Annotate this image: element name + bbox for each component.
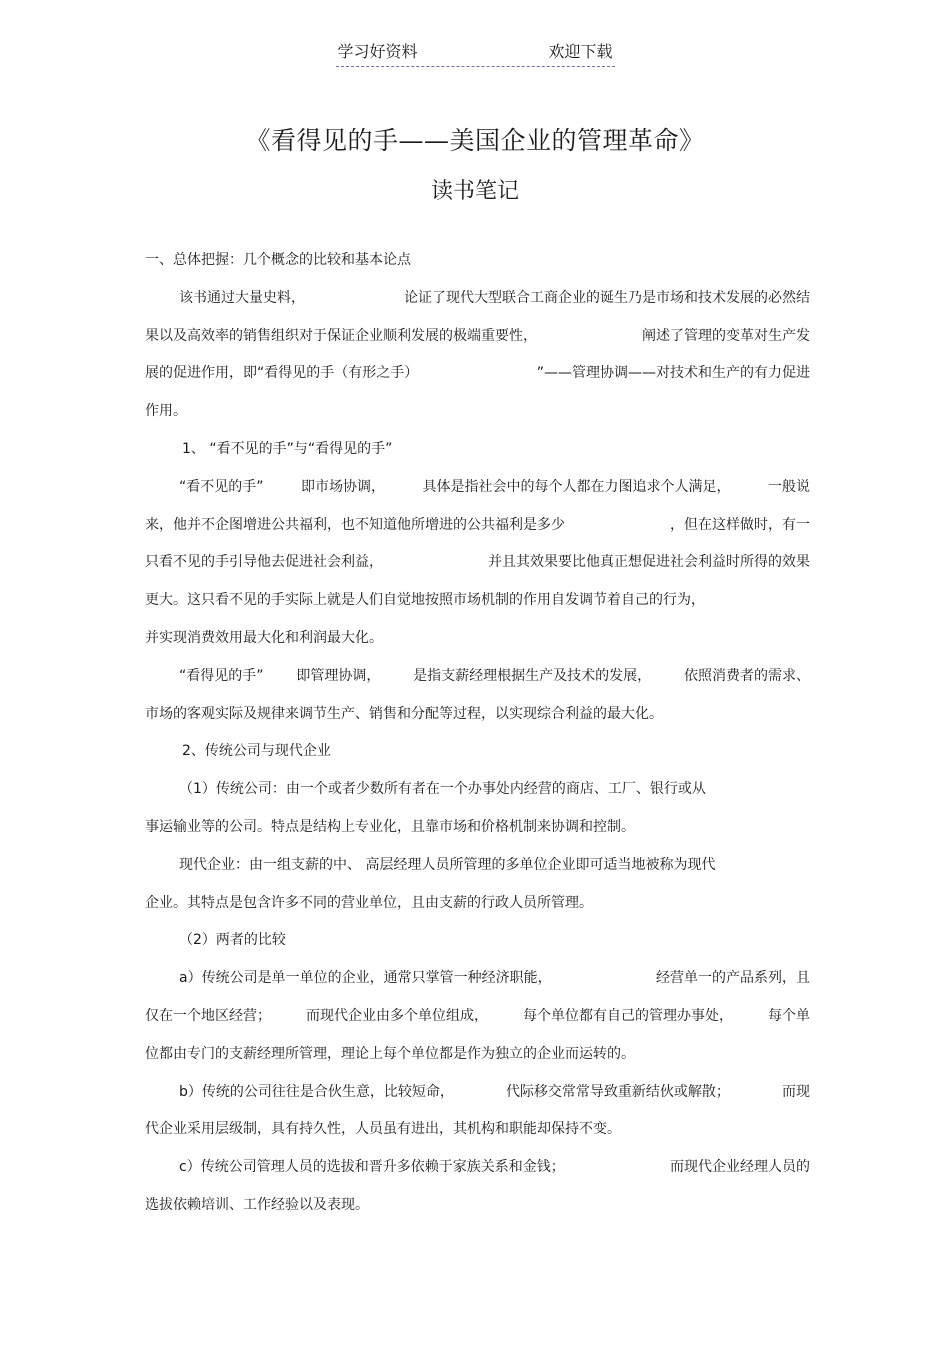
text-line [145,774,810,812]
text-segment: 依照消费者的需求、 [684,667,810,684]
text-line [145,585,810,623]
text-segment: 而现 [781,1083,810,1100]
text-segment: 选拔依赖培训、工作经验以及表现。 [145,1196,369,1213]
text-segment: 代际移交常常导致重新结伙或解散； [505,1083,730,1100]
text-segment: 来，他并不企图增进公共福利，也不知道他所增进的公共福利是多少 [145,516,565,533]
text-segment: 1、 “看不见的手”与“看得见的手” [182,440,393,457]
text-line [145,283,810,321]
text-segment: 果以及高效率的销售组织对于保证企业顺利发展的极端重要性， [145,327,537,344]
text-segment: 更大。这只看不见的手实际上就是人们自觉地按照市场机制的作用自发调节着自己的行为， [145,592,705,609]
header-left-text: 学习好资料 [337,42,418,61]
text-segment: 论证了现代大型联合工商企业的诞生乃是市场和技术发展的必然结 [404,289,810,306]
text-line [145,736,810,774]
text-line [145,850,810,888]
text-segment: 而现代企业经理人员的 [670,1159,810,1176]
text-segment: 具体是指社会中的每个人都在力图追求个人满足， [422,478,731,495]
document-title: 《看得见的手——美国企业的管理革命》 [245,126,705,155]
text-line [145,1190,810,1228]
text-line [145,547,810,585]
text-segment: 每个单 [768,1007,810,1024]
text-line [145,888,810,926]
text-line [145,510,810,548]
text-line [145,1039,810,1077]
text-line [145,1152,810,1190]
text-line [145,661,810,699]
text-segment: （2）两者的比较 [179,932,286,949]
text-segment: 企业。其特点是包含许多不同的营业单位，且由支薪的行政人员所管理。 [145,894,593,911]
text-segment: 一、总体把握：几个概念的比较和基本论点 [145,252,411,268]
text-segment: 只看不见的手引导他去促进社会利益， [145,554,383,571]
text-segment: （1）传统公司：由一个或者少数所有者在一个办事处内经营的商店、工厂、银行或从 [179,781,706,798]
header-bar [336,38,615,67]
text-segment: 并且其效果要比他真正想促进社会利益时所得的效果 [488,554,810,571]
text-segment: 作用。 [145,403,187,420]
text-segment: 位都由专门的支薪经理所管理，理论上每个单位都是作为独立的企业而运转的。 [145,1045,635,1062]
text-line [145,623,810,661]
text-line [145,245,810,283]
text-segment: b）传统的公司往往是合伙生意，比较短命， [179,1083,454,1100]
text-line [145,434,810,472]
text-line [145,321,810,359]
text-line [145,472,810,510]
document-subtitle: 读书笔记 [430,179,519,204]
text-line [145,396,810,434]
document-body [145,245,810,1228]
text-segment: 即市场协调， [301,478,385,495]
text-segment: 经营单一的产品系列，且 [656,970,810,987]
page-header [0,38,950,67]
text-segment: 代企业采用层级制，具有持久性，人员虽有进出，其机构和职能却保持不变。 [145,1121,621,1138]
text-line [145,963,810,1001]
text-segment: 而现代企业由多个单位组成， [306,1007,488,1024]
text-segment: ，但在这样做时，有一 [670,516,810,533]
text-line [145,1077,810,1115]
text-segment: 一般说 [767,478,810,495]
text-segment: 每个单位都有自己的管理办事处， [523,1007,733,1024]
text-line [145,699,810,737]
text-line [145,1001,810,1039]
text-segment: ”——管理协调——对技术和生产的有力促进 [536,365,810,382]
text-segment: 现代企业：由一组支薪的中、 高层经理人员所管理的多单位企业即可适当地被称为现代 [179,856,716,873]
text-segment: 仅在一个地区经营； [145,1007,271,1024]
text-segment: “看得见的手” [179,667,264,684]
text-segment: a）传统公司是单一单位的企业，通常只掌管一种经济职能， [179,970,552,987]
text-segment: 阐述了管理的变革对生产发 [642,327,810,344]
text-segment: 展的促进作用，即“看得见的手（有形之手） [145,365,419,382]
text-segment: 是指支薪经理根据生产及技术的发展， [413,667,652,684]
text-segment: 该书通过大量史料， [179,289,305,306]
text-segment: 并实现消费效用最大化和利润最大化。 [145,629,383,646]
text-line [145,1114,810,1152]
text-line [145,925,810,963]
text-segment: 市场的客观实际及规律来调节生产、销售和分配等过程，以实现综合利益的最大化。 [145,705,663,722]
header-right-text: 欢迎下载 [548,42,613,61]
text-segment: c）传统公司管理人员的选拔和晋升多依赖于家族关系和金钱； [179,1159,565,1176]
text-segment: 事运输业等的公司。特点是结构上专业化，且靠市场和价格机制来协调和控制。 [145,818,635,835]
text-segment: “看不见的手” [179,478,264,495]
text-segment: 即管理协调， [296,667,381,684]
text-line [145,812,810,850]
text-line [145,358,810,396]
text-segment: 2、传统公司与现代企业 [182,743,331,760]
